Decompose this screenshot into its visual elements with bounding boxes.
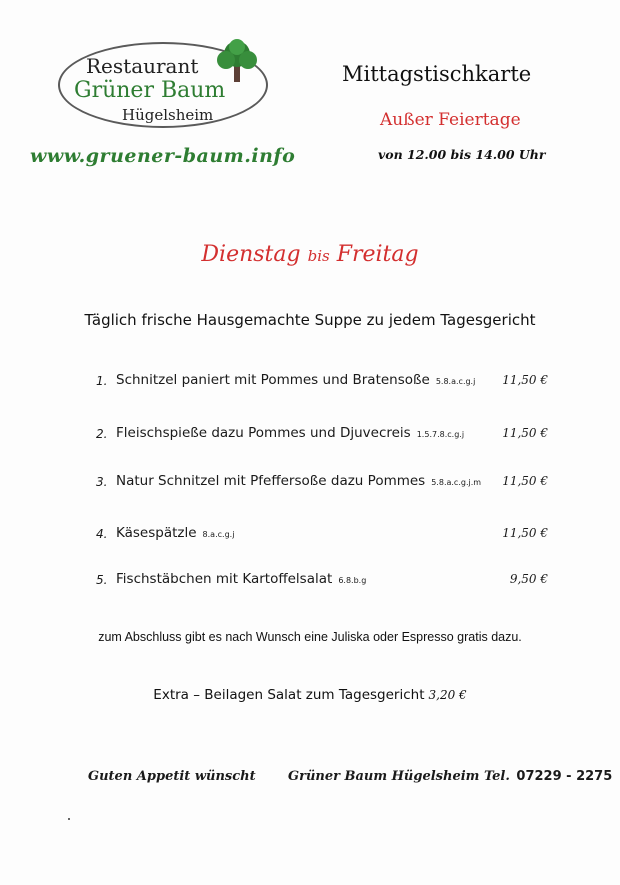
tree-icon	[212, 38, 262, 84]
extra-side-dish	[0, 687, 620, 703]
dish-name: Schnitzel paniert mit Pommes und Bratensoße 5.8.a.c.g.j	[116, 372, 476, 388]
contact-line	[288, 769, 612, 784]
days-to: Freitag	[336, 242, 419, 267]
dish-price: 11,50 €	[502, 373, 548, 387]
dish-item	[96, 525, 548, 547]
website-link[interactable]: www.gruener-baum.info	[30, 145, 296, 167]
dish-price: 11,50 €	[502, 426, 548, 440]
menu-title: Mittagstischkarte	[342, 62, 532, 86]
dish-price: 11,50 €	[502, 474, 548, 488]
dish-name: Käsespätzle 8.a.c.g.j	[116, 525, 235, 541]
dish-allergens: 6.8.b.g	[338, 576, 367, 585]
extra-text: Extra – Beilagen Salat zum Tagesgericht	[153, 687, 425, 703]
days-heading	[0, 242, 620, 267]
dish-name: Natur Schnitzel mit Pfeffersoße dazu Pommes 5.8.a.c.g.j.m	[116, 473, 482, 489]
closing-note: zum Abschluss gibt es nach Wunsch eine Juliska oder Espresso gratis dazu.	[98, 630, 522, 644]
dish-allergens: 1.5.7.8.c.g.j	[416, 430, 465, 439]
days-from: Dienstag	[201, 242, 301, 267]
days-connector: bis	[307, 247, 330, 265]
phone-number[interactable]: 07229 - 2275	[516, 769, 613, 784]
extra-price: 3,20 €	[428, 688, 467, 702]
dish-item	[96, 372, 548, 394]
dish-price: 11,50 €	[502, 526, 548, 540]
opening-hours: von 12.00 bis 14.00 Uhr	[378, 147, 546, 162]
dish-item	[96, 571, 548, 593]
dish-item	[96, 425, 548, 447]
dish-number: 5.	[96, 573, 108, 587]
restaurant-logo	[58, 42, 268, 128]
dish-name: Fleischspieße dazu Pommes und Djuvecreis 1.5.7.8.c.g.j	[116, 425, 465, 441]
footer-restaurant-name: Grüner Baum Hügelsheim	[288, 769, 480, 784]
dish-number: 2.	[96, 427, 108, 441]
dish-number: 3.	[96, 475, 108, 489]
logo-restaurant-text: Restaurant	[86, 54, 199, 78]
dish-number: 4.	[96, 527, 108, 541]
dish-name: Fischstäbchen mit Kartoffelsalat 6.8.b.g	[116, 571, 367, 587]
holiday-note: Außer Feiertage	[380, 110, 521, 130]
dish-number: 1.	[96, 374, 108, 388]
soup-note: Täglich frische Hausgemachte Suppe zu jedem Tagesgericht	[84, 311, 536, 329]
dish-price: 9,50 €	[509, 572, 548, 586]
dish-allergens: 5.8.a.c.g.j.m	[431, 478, 482, 487]
dish-allergens: 8.a.c.g.j	[202, 530, 235, 539]
dish-item	[96, 473, 548, 495]
logo-name-text: Grüner Baum	[74, 78, 226, 103]
logo-location-text: Hügelsheim	[122, 106, 214, 124]
phone-label: Tel.	[483, 769, 510, 784]
speck	[68, 818, 70, 820]
dish-allergens: 5.8.a.c.g.j	[435, 377, 476, 386]
greeting-text: Guten Appetit wünscht	[88, 769, 256, 784]
